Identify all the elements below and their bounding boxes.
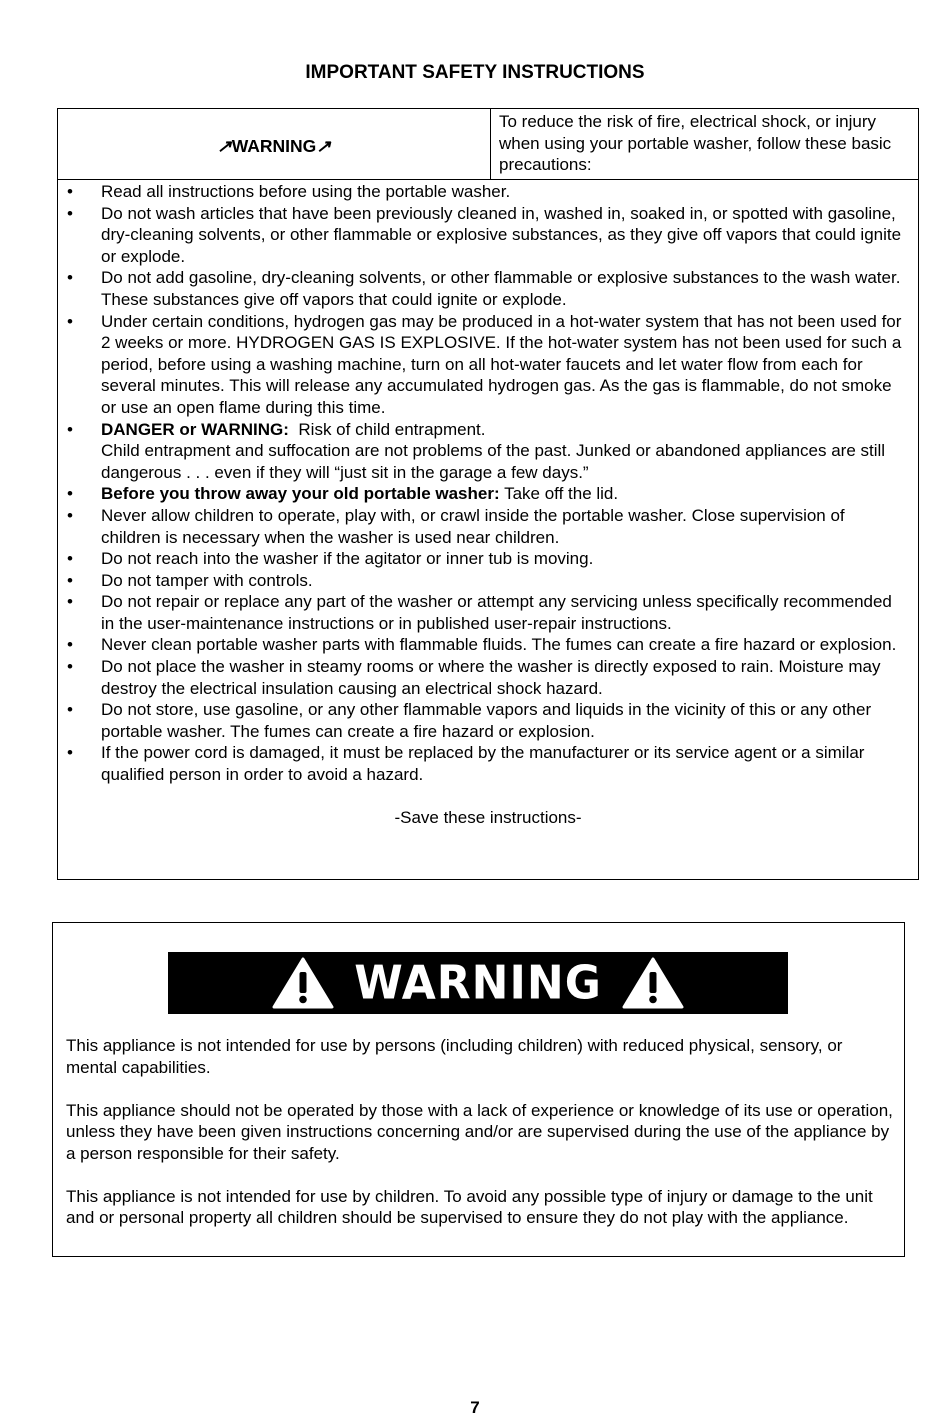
warning-header-label-cell [58, 109, 491, 179]
warning-header-row [58, 109, 918, 180]
list-item: • DANGER or WARNING: Risk of child entrapment. Child entrapment and suffocation are not problems of the past. Junked or abandoned appliances are still dangerous . . . even if they will “just sit in the garage a few days.” [58, 419, 906, 484]
appliance-warning-text [66, 1035, 896, 1250]
warning-header-description: To reduce the risk of fire, electrical shock, or injury when using your portable washer, follow these basic precautions: [499, 112, 892, 174]
precautions-list [58, 180, 918, 786]
list-item: • Read all instructions before using the portable washer. [58, 181, 906, 203]
warning-triangle-icon [272, 957, 334, 1009]
warning-triangle-icon [622, 957, 684, 1009]
safety-instructions-table [57, 108, 919, 880]
lightning-bolt-icon: ↗︎ [217, 135, 232, 156]
appliance-paragraph: This appliance is not intended for use by children. To avoid any possible type of injury or damage to the unit and or personal property all children should be supervised to ensure they do not play with the appliance. [66, 1186, 873, 1227]
list-item: • Never allow children to operate, play with, or crawl inside the portable washer. Close supervision of children is necessary when the washer is used near children. [58, 505, 906, 548]
appliance-warning-box [52, 922, 905, 1257]
list-item-bold-lead: DANGER or WARNING: [101, 419, 289, 439]
list-item: • Do not add gasoline, dry-cleaning solvents, or other flammable or explosive substances to the wash water. These substances give off vapors that could ignite or explode. [58, 267, 906, 310]
page-title: IMPORTANT SAFETY INSTRUCTIONS [305, 62, 645, 83]
list-item-bold-lead: Before you throw away your old portable washer: [101, 484, 500, 504]
list-item: • Never clean portable washer parts with flammable fluids. The fumes can create a fire hazard or explosion. [58, 634, 906, 656]
lightning-bolt-icon: ↗︎ [316, 135, 331, 156]
list-item: • Before you throw away your old portable washer: Take off the lid. [58, 483, 906, 505]
appliance-paragraph: This appliance is not intended for use by persons (including children) with reduced physical, sensory, or mental capabilities. [66, 1036, 843, 1077]
warning-banner [168, 952, 788, 1014]
list-item: • Under certain conditions, hydrogen gas may be produced in a hot-water system that has not been used for 2 weeks or more. HYDROGEN GAS IS EXPLOSIVE. If the hot-water system has not been used for such a period, before using a washing machine, turn on all hot-water faucets and let water flow from each for several minutes. This will release any accumulated hydrogen gas. As the gas is flammable, do not smoke or use an open flame during this time. [58, 311, 906, 419]
save-instructions-note: -Save these instructions- [394, 807, 582, 827]
list-item: • If the power cord is damaged, it must be replaced by the manufacturer or its service agent or a similar qualified person in order to avoid a hazard. [58, 742, 906, 785]
list-item: • Do not store, use gasoline, or any other flammable vapors and liquids in the vicinity of this or any other portable washer. The fumes can create a fire hazard or explosion. [58, 699, 906, 742]
list-item-extra: Child entrapment and suffocation are not problems of the past. Junked or abandoned appliances are still dangerous . . . even if they will “just sit in the garage a few days.” [101, 441, 886, 482]
list-item: • Do not repair or replace any part of the washer or attempt any servicing unless specifically recommended in the user-maintenance instructions or in published user-repair instructions. [58, 591, 906, 634]
warning-banner-label: WARNING [354, 956, 602, 1010]
list-item: • Do not tamper with controls. [58, 570, 906, 592]
list-item: • Do not wash articles that have been previously cleaned in, washed in, soaked in, or spotted with gasoline, dry-cleaning solvents, or other flammable or explosive substances, as they give off vapors that could ignite or explode. [58, 203, 906, 268]
list-item: • Do not place the washer in steamy rooms or where the washer is directly exposed to rain. Moisture may destroy the electrical insulation causing an electrical shock hazard. [58, 656, 906, 699]
page-number: 7 [470, 1398, 480, 1417]
appliance-paragraph: This appliance should not be operated by those with a lack of experience or knowledge of its use or operation, unless they have been given instructions concerning and/or are supervised during the use of the appliance by a person responsible for their safety. [66, 1100, 893, 1163]
list-item: • Do not reach into the washer if the agitator or inner tub is moving. [58, 548, 906, 570]
warning-header-label: WARNING [231, 135, 317, 156]
